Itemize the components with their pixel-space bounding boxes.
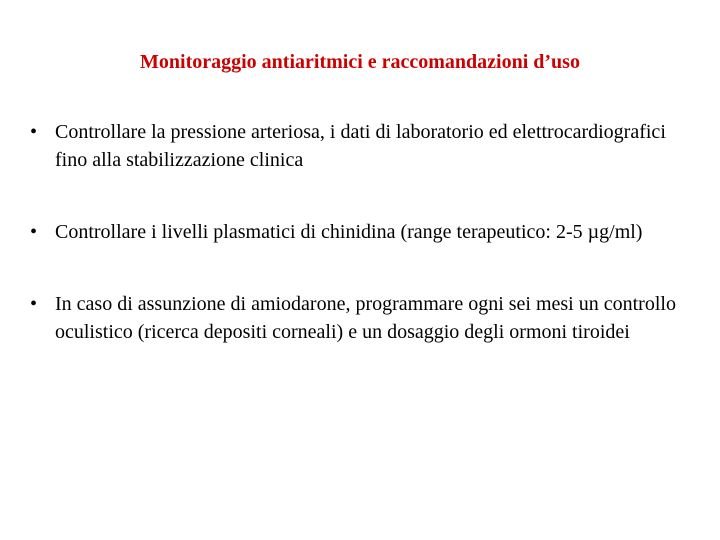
bullet-list <box>30 118 690 346</box>
bullet-item <box>30 290 690 346</box>
bullet-text: Controllare i livelli plasmatici di chinidina (range terapeutico: 2-5 µg/ml) <box>55 221 643 243</box>
slide-title: Monitoraggio antiaritmici e raccomandazioni d’uso <box>140 51 580 73</box>
bullet-text: In caso di assunzione di amiodarone, programmare ogni sei mesi un controllo oculistico (ricerca depositi corneali) e un dosaggio degli ormoni tiroidei <box>55 293 676 343</box>
bullet-dot-icon: • <box>30 293 38 315</box>
bullet-text: Controllare la pressione arteriosa, i dati di laboratorio ed elettrocardiografici fino alla stabilizzazione clinica <box>55 121 666 171</box>
bullet-dot-icon: • <box>30 121 38 143</box>
bullet-item <box>30 218 690 246</box>
bullet-dot-icon: • <box>30 221 38 243</box>
bullet-item <box>30 118 690 174</box>
